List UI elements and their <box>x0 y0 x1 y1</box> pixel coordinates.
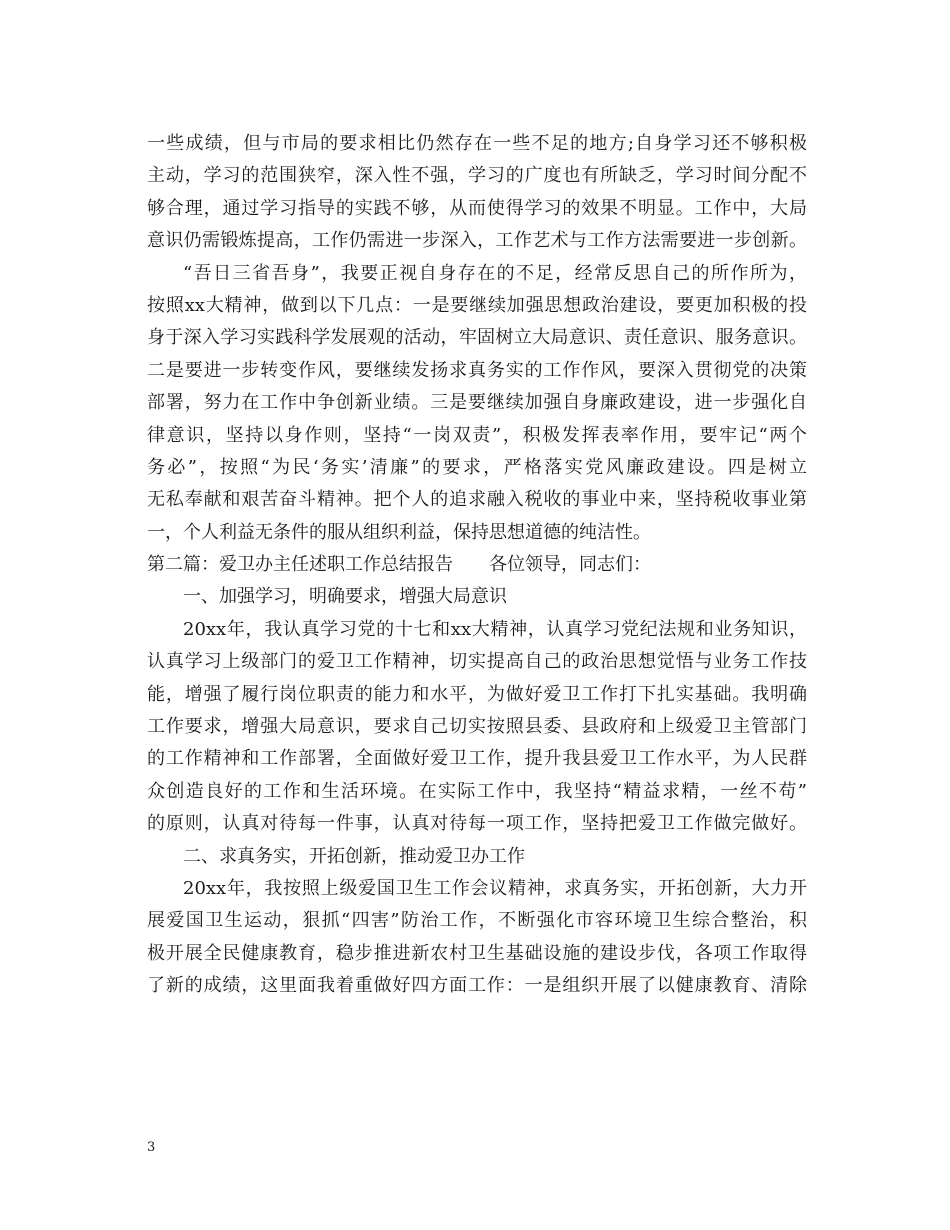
text-line: 了新的成绩，这里面我着重做好四方面工作：一是组织开展了以健康教育、清除 <box>147 975 807 997</box>
text-line: 身于深入学习实践科学发展观的活动，牢固树立大局意识、责任意识、服务意识。 <box>147 327 807 349</box>
text-line: “吾日三省吾身”，我要正视自身存在的不足，经常反思自己的所作所为， <box>183 262 807 284</box>
text-line: 20xx年，我认真学习党的十七和xx大精神，认真学习党纪法规和业务知识， <box>183 618 807 640</box>
text-line: 主动，学习的范围狭窄，深入性不强，学习的广度也有所缺乏，学习时间分配不 <box>147 165 807 187</box>
text-line: 20xx年，我按照上级爱国卫生工作会议精神，求真务实，开拓创新，大力开 <box>183 877 807 899</box>
text-line: 认真学习上级部门的爱卫工作精神，切实提高自己的政治思想觉悟与业务工作技 <box>147 651 807 673</box>
text-line: 一，个人利益无条件的服从组织利益，保持思想道德的纯洁性。 <box>147 521 651 543</box>
text-line: 众创造良好的工作和生活环境。在实际工作中，我坚持“精益求精，一丝不苟” <box>147 780 807 802</box>
section-heading: 第二篇：爱卫办主任述职工作总结报告 各位领导，同志们： <box>147 554 651 576</box>
subsection-heading: 一、加强学习，明确要求，增强大局意识 <box>183 586 507 608</box>
text-line: 工作要求，增强大局意识，要求自己切实按照县委、县政府和上级爱卫主管部门 <box>147 716 807 738</box>
text-line: 展爱国卫生运动，狠抓“四害”防治工作，不断强化市容环境卫生综合整治，积 <box>147 910 807 932</box>
text-line: 够合理，通过学习指导的实践不够，从而使得学习的效果不明显。工作中，大局 <box>147 197 807 219</box>
document-body <box>147 128 807 1003</box>
text-line: 极开展全民健康教育，稳步推进新农村卫生基础设施的建设步伐，各项工作取得 <box>147 942 807 964</box>
subsection-heading: 二、求真务实，开拓创新，推动爱卫办工作 <box>183 845 525 867</box>
text-line: 无私奉献和艰苦奋斗精神。把个人的追求融入税收的事业中来，坚持税收事业第 <box>147 489 807 511</box>
text-line: 务必”，按照“为民‘务实’清廉”的要求，严格落实党风廉政建设。四是树立 <box>147 456 807 478</box>
text-line: 能，增强了履行岗位职责的能力和水平，为做好爱卫工作打下扎实基础。我明确 <box>147 683 807 705</box>
text-line: 一些成绩，但与市局的要求相比仍然存在一些不足的地方;自身学习还不够积极 <box>147 133 807 154</box>
text-line: 的工作精神和工作部署，全面做好爱卫工作，提升我县爱卫工作水平，为人民群 <box>147 748 807 770</box>
page-number: 3 <box>147 1140 156 1155</box>
text-line: 的原则，认真对待每一件事，认真对待每一项工作，坚持把爱卫工作做完做好。 <box>147 813 807 835</box>
text-line: 意识仍需锻炼提高，工作仍需进一步深入，工作艺术与工作方法需要进一步创新。 <box>147 230 807 252</box>
text-line: 按照xx大精神，做到以下几点：一是要继续加强思想政治建设，要更加积极的投 <box>147 294 807 316</box>
text-line: 部署，努力在工作中争创新业绩。三是要继续加强自身廉政建设，进一步强化自 <box>147 392 807 414</box>
text-line: 律意识，坚持以身作则，坚持“一岗双责”，积极发挥表率作用，要牢记“两个 <box>147 424 807 446</box>
text-line: 二是要进一步转变作风，要继续发扬求真务实的工作作风，要深入贯彻党的决策 <box>147 359 807 381</box>
